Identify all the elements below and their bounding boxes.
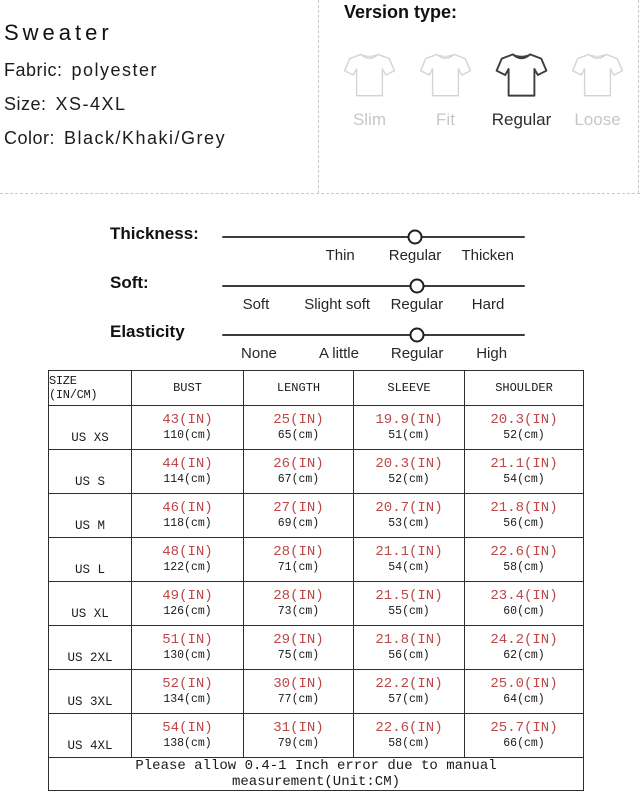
slider-option-regular: Regular xyxy=(390,296,444,313)
version-type-title: Version type: xyxy=(344,2,458,22)
size-label: US 4XL xyxy=(49,714,132,758)
measurement-inches: 21.8(IN) xyxy=(375,632,443,648)
table-header-row xyxy=(49,371,584,406)
slider-row-thickness xyxy=(0,223,640,272)
attr-color xyxy=(4,128,226,149)
measurement-inches: 54(IN) xyxy=(162,720,213,736)
measurement-cm: 54(cm) xyxy=(388,561,430,574)
measurement-cm: 71(cm) xyxy=(277,561,320,574)
slider-knob-thickness[interactable] xyxy=(408,230,423,245)
measurement-cm: 126(cm) xyxy=(163,605,212,618)
measurement-cell xyxy=(132,450,244,494)
slider-knob-soft[interactable] xyxy=(409,279,424,294)
measurement-cm: 73(cm) xyxy=(277,605,320,618)
measurement-cell xyxy=(244,538,354,582)
slider-ticks-elasticity xyxy=(222,345,525,365)
measurement-cell xyxy=(354,494,465,538)
measurement-inches: 22.6(IN) xyxy=(375,720,443,736)
product-title: Sweater xyxy=(4,20,113,45)
slider-option-thin: Thin xyxy=(325,247,355,264)
measurement-inches: 21.8(IN) xyxy=(490,500,558,516)
attr-fabric xyxy=(4,60,226,81)
measurement-cm: 118(cm) xyxy=(163,517,212,530)
header-sleeve: SLEEVE xyxy=(354,371,465,406)
version-option-label: Fit xyxy=(436,110,455,129)
measurement-inches: 43(IN) xyxy=(162,412,213,428)
measurement-inches: 28(IN) xyxy=(273,544,324,560)
slider-option-thicken: Thicken xyxy=(461,247,514,264)
measurement-cell xyxy=(244,714,354,758)
vertical-dashed-divider xyxy=(318,0,319,193)
size-label: US 3XL xyxy=(49,670,132,714)
slider-track-thickness[interactable] xyxy=(222,236,525,238)
measurement-cell xyxy=(132,670,244,714)
measurement-inches: 30(IN) xyxy=(273,676,324,692)
slider-track-soft[interactable] xyxy=(222,285,525,287)
attr-color-value: Black/Khaki/Grey xyxy=(64,128,227,148)
table-footer-note: Please allow 0.4-1 Inch error due to manual measurement(Unit:CM) xyxy=(49,758,584,791)
tshirt-icon xyxy=(494,45,549,105)
size-label: US S xyxy=(49,450,132,494)
measurement-inches: 51(IN) xyxy=(162,632,213,648)
measurement-cm: 58(cm) xyxy=(388,737,430,750)
measurement-inches: 22.2(IN) xyxy=(375,676,443,692)
attr-size-label: Size: xyxy=(4,94,47,114)
size-row-us-xl xyxy=(49,582,584,626)
measurement-cell xyxy=(244,626,354,670)
measurement-cell xyxy=(244,406,354,450)
measurement-cell xyxy=(465,494,584,538)
size-row-us-xs xyxy=(49,406,584,450)
measurement-cell xyxy=(354,582,465,626)
measurement-inches: 44(IN) xyxy=(162,456,213,472)
header-size: SIZE (IN/CM) xyxy=(49,371,132,406)
header-shoulder: SHOULDER xyxy=(465,371,584,406)
horizontal-dashed-divider xyxy=(0,193,640,194)
measurement-inches: 31(IN) xyxy=(273,720,324,736)
measurement-cell xyxy=(354,450,465,494)
tshirt-icon xyxy=(342,45,397,105)
measurement-cm: 57(cm) xyxy=(388,693,430,706)
measurement-cm: 134(cm) xyxy=(163,693,212,706)
measurement-cm: 67(cm) xyxy=(277,473,320,486)
version-options xyxy=(342,45,640,130)
measurement-cm: 62(cm) xyxy=(503,649,545,662)
measurement-cm: 110(cm) xyxy=(163,429,212,442)
measurement-cm: 75(cm) xyxy=(277,649,320,662)
measurement-cm: 60(cm) xyxy=(503,605,545,618)
measurement-cm: 114(cm) xyxy=(163,473,212,486)
measurement-inches: 29(IN) xyxy=(273,632,324,648)
measurement-cell xyxy=(354,406,465,450)
measurement-cell xyxy=(132,494,244,538)
measurement-cm: 53(cm) xyxy=(388,517,430,530)
slider-ticks-thickness xyxy=(222,247,525,267)
size-row-us-4xl xyxy=(49,714,584,758)
measurement-cm: 138(cm) xyxy=(163,737,212,750)
measurement-cm: 122(cm) xyxy=(163,561,212,574)
attr-color-label: Color: xyxy=(4,128,56,148)
measurement-inches: 25.7(IN) xyxy=(490,720,558,736)
version-option-label: Slim xyxy=(352,110,387,129)
measurement-cell xyxy=(132,582,244,626)
slider-knob-elasticity[interactable] xyxy=(410,328,425,343)
slider-label-soft: Soft: xyxy=(110,273,149,292)
attribute-sliders xyxy=(0,223,640,370)
measurement-inches: 26(IN) xyxy=(273,456,324,472)
measurement-cm: 69(cm) xyxy=(277,517,320,530)
slider-option-soft: Soft xyxy=(242,296,270,313)
measurement-cell xyxy=(244,670,354,714)
slider-option-regular: Regular xyxy=(390,345,444,362)
measurement-inches: 52(IN) xyxy=(162,676,213,692)
attr-size xyxy=(4,94,226,115)
version-option-slim[interactable] xyxy=(342,45,397,130)
measurement-cell xyxy=(465,406,584,450)
size-label: US XL xyxy=(49,582,132,626)
top-section xyxy=(0,0,640,193)
measurement-cm: 56(cm) xyxy=(388,649,430,662)
measurement-cm: 77(cm) xyxy=(277,693,320,706)
measurement-cell xyxy=(132,714,244,758)
slider-option-hard: Hard xyxy=(471,296,505,313)
header-length: LENGTH xyxy=(244,371,354,406)
measurement-inches: 23.4(IN) xyxy=(490,588,558,604)
size-row-us-2xl xyxy=(49,626,584,670)
measurement-inches: 24.2(IN) xyxy=(490,632,558,648)
size-label: US XS xyxy=(49,406,132,450)
measurement-cm: 55(cm) xyxy=(388,605,430,618)
measurement-inches: 46(IN) xyxy=(162,500,213,516)
measurement-inches: 21.5(IN) xyxy=(375,588,443,604)
measurement-inches: 20.7(IN) xyxy=(375,500,443,516)
measurement-cell xyxy=(132,626,244,670)
measurement-inches: 49(IN) xyxy=(162,588,213,604)
measurement-inches: 22.6(IN) xyxy=(490,544,558,560)
measurement-inches: 21.1(IN) xyxy=(490,456,558,472)
measurement-cell xyxy=(354,670,465,714)
header-bust: BUST xyxy=(132,371,244,406)
measurement-cell xyxy=(132,538,244,582)
version-option-fit[interactable] xyxy=(418,45,473,130)
size-row-us-3xl xyxy=(49,670,584,714)
measurement-inches: 20.3(IN) xyxy=(490,412,558,428)
measurement-cm: 130(cm) xyxy=(163,649,212,662)
slider-label-thickness: Thickness: xyxy=(110,224,199,243)
measurement-cell xyxy=(244,450,354,494)
measurement-cm: 58(cm) xyxy=(503,561,545,574)
attr-fabric-label: Fabric: xyxy=(4,60,63,80)
slider-option-high: High xyxy=(476,345,508,362)
size-label: US L xyxy=(49,538,132,582)
right-dashed-border xyxy=(638,0,639,193)
measurement-inches: 48(IN) xyxy=(162,544,213,560)
measurement-cell xyxy=(132,406,244,450)
measurement-cell xyxy=(244,494,354,538)
attr-fabric-value: polyester xyxy=(71,60,159,80)
product-info xyxy=(4,20,226,162)
measurement-cell xyxy=(354,714,465,758)
measurement-inches: 27(IN) xyxy=(273,500,324,516)
measurement-inches: 25(IN) xyxy=(273,412,324,428)
slider-option-regular: Regular xyxy=(388,247,442,264)
measurement-inches: 28(IN) xyxy=(273,588,324,604)
version-option-label: Loose xyxy=(574,110,621,129)
attr-size-value: XS-4XL xyxy=(55,94,127,114)
measurement-cm: 66(cm) xyxy=(503,737,545,750)
measurement-cell xyxy=(465,626,584,670)
measurement-inches: 19.9(IN) xyxy=(375,412,443,428)
measurement-cell xyxy=(354,538,465,582)
slider-row-elasticity xyxy=(0,321,640,370)
size-row-us-l xyxy=(49,538,584,582)
tshirt-icon xyxy=(418,45,473,105)
size-row-us-s xyxy=(49,450,584,494)
table-footer-row xyxy=(49,758,584,791)
measurement-cell xyxy=(465,670,584,714)
measurement-cell xyxy=(465,714,584,758)
measurement-cm: 51(cm) xyxy=(388,429,430,442)
measurement-inches: 21.1(IN) xyxy=(375,544,443,560)
size-label: US 2XL xyxy=(49,626,132,670)
measurement-cm: 54(cm) xyxy=(503,473,545,486)
size-label: US M xyxy=(49,494,132,538)
slider-option-slight-soft: Slight soft xyxy=(304,296,371,313)
size-chart-table xyxy=(48,370,584,791)
version-option-regular[interactable] xyxy=(491,45,552,130)
measurement-cm: 56(cm) xyxy=(503,517,545,530)
tshirt-icon xyxy=(570,45,625,105)
slider-track-elasticity[interactable] xyxy=(222,334,525,336)
measurement-cm: 65(cm) xyxy=(277,429,320,442)
measurement-cell xyxy=(465,538,584,582)
version-option-label: Regular xyxy=(491,110,552,129)
slider-label-elasticity: Elasticity xyxy=(110,322,185,341)
measurement-cm: 52(cm) xyxy=(503,429,545,442)
measurement-cm: 52(cm) xyxy=(388,473,430,486)
measurement-inches: 25.0(IN) xyxy=(490,676,558,692)
measurement-cell xyxy=(354,626,465,670)
size-row-us-m xyxy=(49,494,584,538)
measurement-cell xyxy=(465,582,584,626)
measurement-inches: 20.3(IN) xyxy=(375,456,443,472)
measurement-cm: 64(cm) xyxy=(503,693,545,706)
version-option-loose[interactable] xyxy=(570,45,625,130)
measurement-cell xyxy=(465,450,584,494)
slider-ticks-soft xyxy=(222,296,525,316)
version-panel xyxy=(318,0,640,193)
measurement-cm: 79(cm) xyxy=(277,737,320,750)
slider-row-soft xyxy=(0,272,640,321)
slider-option-a-little: A little xyxy=(318,345,359,362)
slider-option-none: None xyxy=(241,345,277,362)
measurement-cell xyxy=(244,582,354,626)
